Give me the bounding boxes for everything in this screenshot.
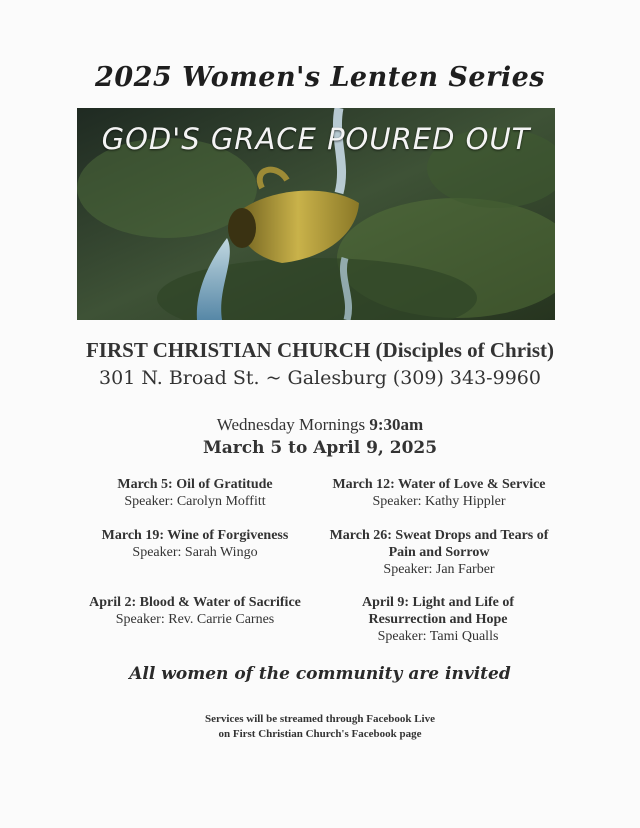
stream-line-2: on First Christian Church's Facebook page xyxy=(218,728,422,740)
schedule-time: 9:30am xyxy=(369,415,424,434)
session-item xyxy=(65,527,325,561)
session-title: April 9: Light and Life of Resurrection and Hope xyxy=(361,595,515,627)
banner-title: GOD'S GRACE POURED OUT xyxy=(101,122,531,156)
session-title: March 12: Water of Love & Service xyxy=(332,477,546,492)
session-speaker: Speaker: Kathy Hippler xyxy=(372,494,506,509)
session-item xyxy=(65,476,325,510)
session-speaker: Speaker: Tami Qualls xyxy=(377,629,499,644)
stream-note xyxy=(0,712,640,742)
schedule-day-text: Wednesday Mornings xyxy=(216,415,366,434)
stream-line-1: Services will be streamed through Facebook Live xyxy=(205,713,435,725)
session-speaker: Speaker: Rev. Carrie Carnes xyxy=(115,612,275,627)
invitation-text: All women of the community are invited xyxy=(129,664,511,684)
schedule-day xyxy=(0,415,640,435)
session-speaker: Speaker: Sarah Wingo xyxy=(132,545,258,560)
church-address: 301 N. Broad St. ~ Galesburg (309) 343-9960 xyxy=(99,367,541,389)
session-title: March 19: Wine of Forgiveness xyxy=(101,528,289,543)
session-speaker: Speaker: Jan Farber xyxy=(383,562,495,577)
session-title: March 5: Oil of Gratitude xyxy=(117,477,273,492)
schedule-dates: March 5 to April 9, 2025 xyxy=(202,438,438,458)
church-name: FIRST CHRISTIAN CHURCH (Disciples of Christ) xyxy=(85,338,555,362)
session-item xyxy=(322,527,556,578)
session-item xyxy=(65,594,325,628)
series-title: 2025 Women's Lenten Series xyxy=(95,62,545,93)
session-item xyxy=(308,476,570,510)
session-title: April 2: Blood & Water of Sacrifice xyxy=(89,595,301,610)
session-speaker: Speaker: Carolyn Moffitt xyxy=(124,494,266,509)
session-item xyxy=(338,594,538,645)
session-title: March 26: Sweat Drops and Tears of Pain and Sorrow xyxy=(329,528,549,560)
banner-image xyxy=(77,108,555,320)
